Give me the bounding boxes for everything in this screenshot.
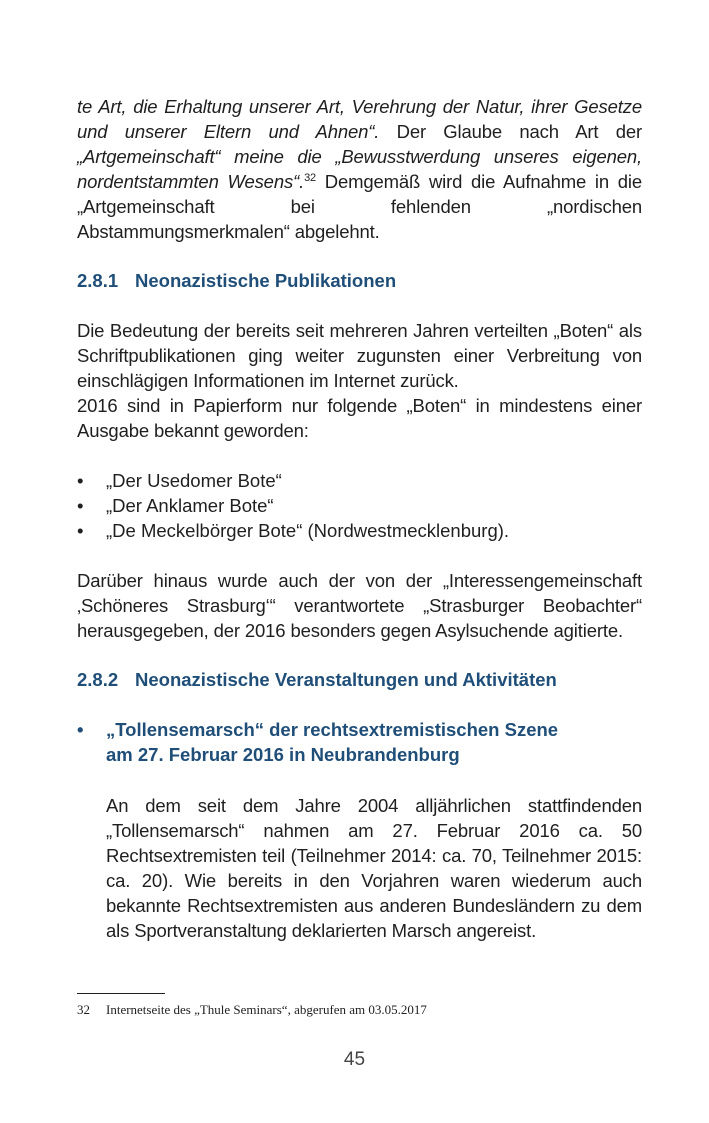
- footnote-divider: [77, 993, 165, 994]
- section-heading-2-8-2: [77, 667, 657, 692]
- boten-list: [77, 468, 642, 543]
- subheading-tollensemarsch: [77, 717, 657, 767]
- intro-text-2: Demgemäß wird die Aufnahme in die „Artgemeinschaft bei fehlenden „nordischen Abstammungsmerkmalen“ abgelehnt.: [77, 171, 643, 242]
- section-heading-2-8-1: [77, 268, 657, 293]
- list-item: [77, 493, 642, 518]
- intro-text-1: Der Glaube nach Art der: [379, 121, 642, 142]
- paragraph-bedeutung: Die Bedeutung der bereits seit mehreren Jahren verteilten „Boten“ als Schriftpublikationen ging weiter zugunsten einer Verbreitung von einschlägigen Informationen im Internet zurück.: [77, 320, 642, 391]
- tollensemarsch-paragraph: [106, 793, 642, 943]
- paragraph-papierform: 2016 sind in Papierform nur folgende „Boten“ in mindestens einer Ausgabe bekannt geworden:: [77, 395, 642, 441]
- section-title: Neonazistische Publikationen: [135, 270, 397, 291]
- section-number: 2.8.2: [77, 669, 119, 690]
- subheading-line-1: „Tollensemarsch“ der rechtsextremistischen Szene: [106, 719, 559, 740]
- list-item-text: „Der Anklamer Bote“: [106, 495, 274, 516]
- boten-paragraph: [77, 318, 642, 443]
- intro-quote-1: te Art, die Erhaltung unserer Art, Verehrung der Natur, ihrer Gesetze und unserer Eltern und Ahnen“.: [77, 96, 642, 142]
- bullet-icon: •: [77, 719, 84, 740]
- bullet-icon: •: [77, 470, 84, 491]
- footnote-number: 32: [77, 1002, 90, 1017]
- list-item: [77, 518, 642, 543]
- bullet-icon: •: [77, 495, 84, 516]
- footnote-reference[interactable]: 32: [304, 171, 317, 184]
- section-number: 2.8.1: [77, 270, 119, 291]
- list-item: [77, 468, 642, 493]
- footnote-text: Internetseite des „Thule Seminars“, abgerufen am 03.05.2017: [106, 1002, 427, 1017]
- footnote: [77, 1001, 642, 1018]
- intro-quote-2: „Artgemeinschaft“ meine die „Bewusstwerdung unseres eigenen, nordentstammten Wesens“.: [77, 146, 642, 192]
- list-item-text: „Der Usedomer Bote“: [106, 470, 282, 491]
- list-item-text: „De Meckelbörger Bote“ (Nordwestmecklenburg).: [106, 520, 510, 541]
- bullet-icon: •: [77, 520, 84, 541]
- strasburg-paragraph: [77, 568, 642, 643]
- paragraph-darueber: Darüber hinaus wurde auch der von der „Interessengemeinschaft ‚Schöneres Strasburg‘“ verantwortete „Strasburger Beobachter“ herausgegeben, der 2016 besonders gegen Asylsuchende agitierte.: [77, 570, 642, 641]
- page-number: 45: [343, 1049, 366, 1070]
- section-title: Neonazistische Veranstaltungen und Aktivitäten: [135, 669, 557, 690]
- intro-paragraph: [77, 94, 642, 244]
- subheading-line-2: am 27. Februar 2016 in Neubrandenburg: [106, 744, 460, 765]
- paragraph-tollensemarsch: An dem seit dem Jahre 2004 alljährlichen stattfindenden „Tollensemarsch“ nahmen am 27. Februar 2016 ca. 50 Rechtsextremisten teil (Teilnehmer 2014: ca. 70, Teilnehmer 2015: ca. 20). Wie bereits in den Vorjahren waren wiederum auch bekannte Rechtsextremisten aus anderen Bundesländern zu dem als Sportveranstaltung deklarierten Marsch angereist.: [106, 795, 642, 941]
